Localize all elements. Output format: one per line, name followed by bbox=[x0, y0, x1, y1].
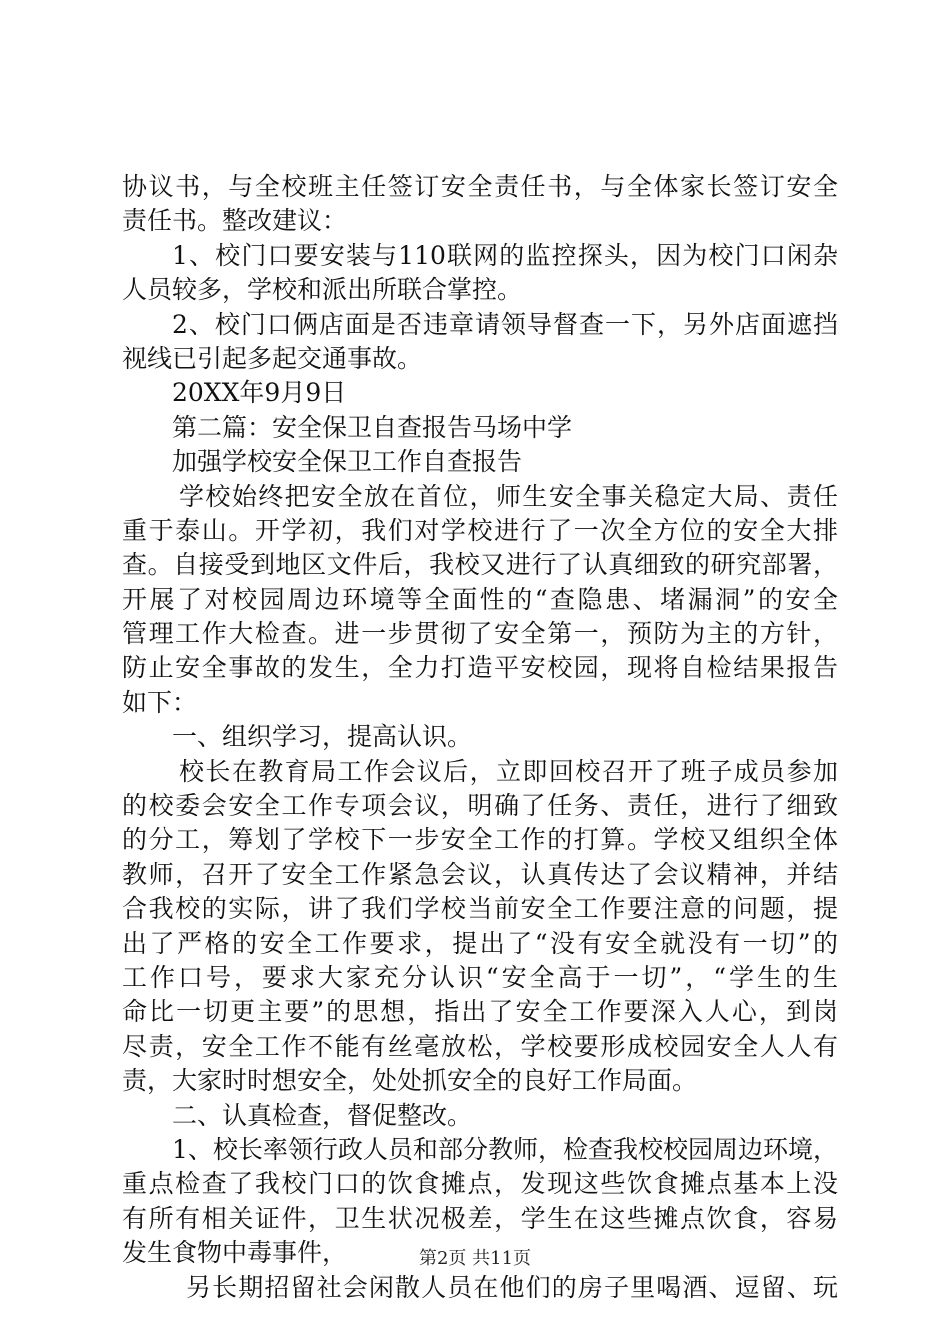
text-line: 责，大家时时想安全，处处抓安全的良好工作局面。 bbox=[122, 1066, 698, 1096]
text-line: 工作口号，要求大家充分认识“安全高于一切”，“学生的生 bbox=[122, 962, 838, 992]
text-line: 人员较多，学校和派出所联合掌控。 bbox=[122, 275, 523, 305]
report-title: 加强学校安全保卫工作自查报告 bbox=[172, 447, 523, 477]
text-line: 的校委会安全工作专项会议，明确了任务、责任，进行了细致 bbox=[122, 791, 838, 821]
date-line: 20XX年9月9日 bbox=[172, 378, 347, 408]
text-line: 教师，召开了安全工作紧急会议，认真传达了会议精神，并结 bbox=[122, 859, 838, 889]
text-line: 协议书，与全校班主任签订安全责任书，与全体家长签订安全 bbox=[122, 172, 838, 201]
text-line: 另长期招留社会闲散人员在他们的房子里喝酒、逗留、玩 bbox=[186, 1272, 838, 1302]
text-line: 校长在教育局工作会议后，立即回校召开了班子成员参加 bbox=[179, 756, 838, 786]
text-line: 有所有相关证件，卫生状况极差，学生在这些摊点饮食，容易 bbox=[122, 1203, 838, 1233]
text-line: 尽责，安全工作不能有丝毫放松，学校要形成校园安全人人有 bbox=[122, 1031, 838, 1061]
text-line: 发生食物中毒事件， bbox=[122, 1238, 348, 1268]
subsection-heading: 二、认真检查，督促整改。 bbox=[172, 1100, 473, 1130]
text-line: 出了严格的安全工作要求，提出了“没有安全就没有一切”的 bbox=[122, 928, 838, 958]
text-line: 管理工作大检查。进一步贯彻了安全第一，预防为主的方针， bbox=[122, 619, 838, 649]
text-line: 重于泰山。开学初，我们对学校进行了一次全方位的安全大排 bbox=[122, 515, 838, 545]
text-line: 学校始终把安全放在首位，师生安全事关稳定大局、责任 bbox=[179, 481, 838, 511]
text-line: 1、校门口要安装与110联网的监控探头，因为校门口闲杂 bbox=[172, 240, 838, 270]
page-footer bbox=[0, 1247, 950, 1271]
text-line: 视线已引起多起交通事故。 bbox=[122, 343, 423, 373]
text-line: 2、校门口俩店面是否违章请领导督查一下，另外店面遮挡 bbox=[172, 309, 838, 339]
text-line: 查。自接受到地区文件后，我校又进行了认真细致的研究部署， bbox=[122, 550, 838, 580]
page-number-label: 第2页 共11页 bbox=[418, 1248, 532, 1269]
text-line: 的分工，筹划了学校下一步安全工作的打算。学校又组织全体 bbox=[122, 825, 838, 855]
text-line: 重点检查了我校门口的饮食摊点，发现这些饮食摊点基本上没 bbox=[122, 1169, 838, 1199]
section-heading: 第二篇：安全保卫自查报告马场中学 bbox=[172, 412, 573, 442]
text-line: 合我校的实际，讲了我们学校当前安全工作要注意的问题，提 bbox=[122, 894, 838, 924]
text-line: 责任书。整改建议： bbox=[122, 206, 348, 236]
text-line: 防止安全事故的发生，全力打造平安校园，现将自检结果报告 bbox=[122, 653, 838, 683]
document-body bbox=[122, 170, 838, 1305]
text-line: 如下： bbox=[122, 687, 198, 717]
subsection-heading: 一、组织学习，提高认识。 bbox=[172, 722, 473, 752]
text-line: 开展了对校园周边环境等全面性的“查隐患、堵漏洞”的安全 bbox=[122, 584, 838, 614]
text-line: 命比一切更主要”的思想，指出了安全工作要深入人心，到岗 bbox=[122, 997, 838, 1027]
text-line: 1、校长率领行政人员和部分教师，检查我校校园周边环境， bbox=[172, 1134, 838, 1164]
